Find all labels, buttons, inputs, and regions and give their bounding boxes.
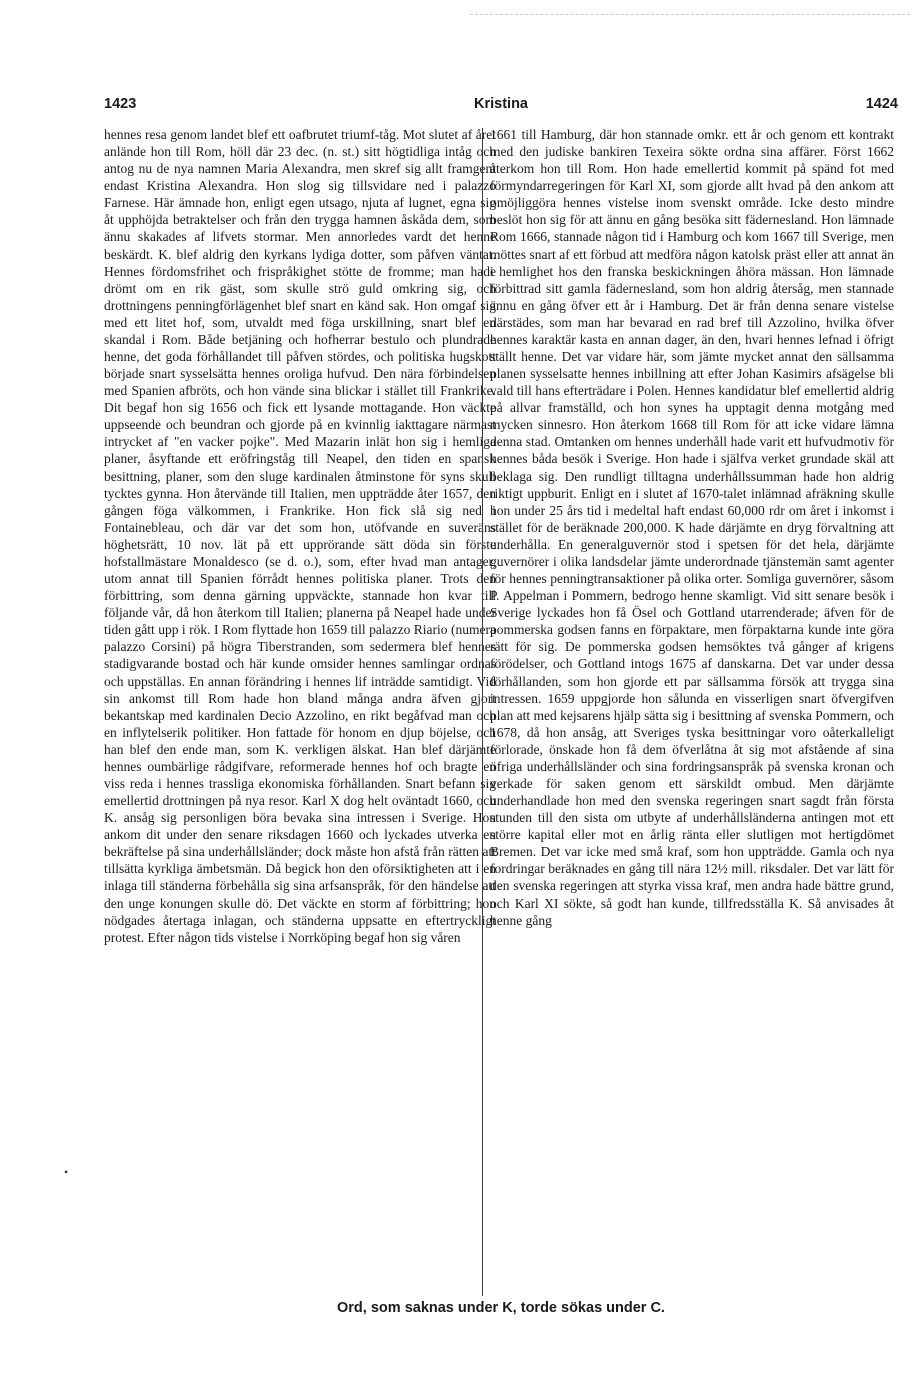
column-divider [482, 128, 483, 1296]
page-number-right: 1424 [865, 96, 898, 112]
page-title: Kristina [474, 96, 528, 112]
footer-note: Ord, som saknas under K, torde sökas under C. [337, 1300, 665, 1316]
margin-mark: • [64, 1165, 69, 1179]
text-column-left [104, 126, 496, 1298]
column-right-text: 1661 till Hamburg, där hon stannade omkr. ett år och genom ett kontrakt med den judiske bankiren Texeira sökte ordna sina affärer. Först 1662 återkom hon till Rom. Hon hade emellertid kommit på spänd fot med förmyndarregeringen för Karl XI, som gjorde allt hvad på den ankom att omöjliggöra hennes vistelse inom svenskt område. Icke desto mindre beslöt hon sig för att ännu en gång besöka sitt fädernesland. Hon lämnade Rom 1666, stannade någon tid i Hamburg och kom 1667 till Sverige, men möttes snart af ett förbud att medföra någon katolsk präst eller att annat än i hemlighet hos den franska beskickningen åhöra mässan. Hon lämnade förbittrad sitt gamla fädernesland, som hon aldrig återsåg, men stannade ännu en gång öfver ett år i Hamburg. Det är från denna senare vistelse därstädes, som man har bevarad en rad bref till Azzolino, hvilka öfver hennes karaktär kasta en annan dager, än den, hvari hennes lefnad i öfrigt ställt henne. Det var vidare här, som jämte mycket annat den sällsamma planen sysselsatte hennes inbillning att efter Johan Kasimirs afsägelse bli vald till hans efterträdare i Polen. Hennes kandidatur blef emellertid aldrig på allvar framställd, och hon synes ha upptagit denna motgång med mycken sinnesro. Hon återkom 1668 till Rom för att icke vidare lämna denna stad. Omtanken om hennes underhåll hade varit ett hufvudmotiv för hennes båda besök i Sverige. Hon hade i själfva verket grundade skäl att beklaga sig. Den rundligt tilltagna underhållssumman hade hon aldrig riktigt uppburit. Enligt en i slutet af 1670-talet inlämnad afräkning skulle hon under 25 års tid i medeltal haft endast 60,000 rdr om året i inkomst i stället för de beräknade 200,000. K hade därjämte en dryg förvaltning att underhålla. En generalguvernör stod i spetsen för det hela, därjämte guvernörer i olika landsdelar jämte underordnade tjänstemän samt agenter för hennes penningtransaktioner på olika orter. Somliga guvernörer, såsom P. Appelman i Pommern, bedrogo henne skamligt. Vid sitt senare besök i Sverige lyckades hon få Ösel och Gottland utarrenderade; äfven för de pommerska godsen fanns en förpaktare, men förpaktarna kunde inte göra rätt för sig. De pommerska godsen hemsöktes två gånger af krigens förödelser, och Gottland intogs 1675 af danskarna. Det var under dessa förhållanden, som hon gjorde ett par sällsamma försök att trygga sina intressen. 1659 uppgjorde hon sålunda en visserligen snart öfvergifven plan att med kejsarens hjälp sätta sig i besittning af svenska Pommern, och 1678, då hon ansåg, att Sveriges tyska besittningar voro oåterkalleligt förlorade, önskade hon få dem öfverlåtna åt sig mot afstående af sina öfriga underhållsländer och sina fordringsanspråk på svenska kronan och verkade för saken genom ett särskildt ombud. Men därjämte underhandlade hon med den svenska regeringen snart sagdt från första stunden till den sista om utbyte af underhållsländerna antingen mot ett större kapital eller mot en årlig ränta eller slutligen mot hertigdömet Bremen. Det var icke med små kraf, som hon uppträdde. Gamla och nya fordringar beräknades en gång till nära 12½ mill. riksdaler. Det var lätt för den svenska regeringen att styrka vissa kraf, men andra hade bättre grund, och Karl XI sökte, så godt han kunde, tillfredsställa K. Så anvisades åt henne gång [490, 127, 894, 928]
text-column-right [490, 126, 894, 1298]
page-number-left: 1423 [104, 96, 137, 112]
scan-top-rule [470, 14, 910, 15]
page-header [104, 96, 898, 116]
column-left-text: hennes resa genom landet blef ett oafbrutet triumf-tåg. Mot slutet af året anlände hon till Rom, höll där 23 dec. (n. st.) sitt högtidliga intåg och antog nu de nya namnen Maria Alexandra, men skref sig allt framgent endast Kristina Alexandra. Hon slog sig tillsvidare ned i palazzo Farnese. Här ämnade hon, enligt egen utsago, njuta af lugnet, egna sig åt upphöjda betraktelser och från den trygga hamnen åskåda dem, som ännu skakades af lifvets stormar. Men annorledes vardt det henne beskärdt. K. blef aldrig den kyrkans lydiga dotter, som påfven väntat. Hennes fördomsfrihet och frispråkighet stötte de fromme; man hade drömt om en rik gäst, som skulle strö guld omkring sig, och drottningens penningförlägenhet blef snart en känd sak. Hon omgaf sig med ett litet hof, som, utvaldt med föga urskillning, snart blef en skandal i Rom. Både betjäning och hofherrar bestulo och plundrade henne, det goda förhållandet till påfven stördes, och politiska hugskott började snart sysselsätta hennes oroliga hufvud. Den nära förbindelsen med Spanien afbröts, och hon vände sina blickar i stället till Frankrike. Dit begaf hon sig 1656 och fick ett lysande mottagande. Hon väckte uppseende och beundran och gjorde på en kvinnlig iakttagare närmast intrycket af "en vacker pojke". Med Mazarin inlät hon sig i hemliga planer, åsyftande ett eröfringståg till Neapel, den tiden en spansk besittning, planer, som den sluge kardinalen åtminstone för syns skull tycktes gynna. Hon återvände till Italien, men uppträdde åter 1657, den gången föga välkommen, i Frankrike. Hon fick slå sig ned i Fontainebleau, och där var det som hon, utöfvande en suveräns höghetsrätt, 10 nov. lät på ett upprörande sätt döda sin förste hofstallmästare Monaldesco (se d. o.), som, efter hvad man antager, utom annat till Spanien förrådt hennes politiska planer. Trots den förbittring, som denna gärning uppväckte, stannade hon kvar till följande vår, då hon återkom till Italien; planerna på Neapel hade under tiden gått upp i rök. I Rom flyttade hon 1659 till palazzo Riario (numera palazzo Corsini) på högra Tiberstranden, som sedermera blef hennes stadigvarande bostad och här kunde omsider hennes samlingar ordnas och uppställas. En annan förändring i hennes lif inträdde samtidigt. Vid sin ankomst till Rom hade hon bland många andra äfven gjort bekantskap med kardinalen Decio Azzolino, en rikt begåfvad man och en inflytelserik politiker. Hon fattade för honom en djup böjelse, och han blef den ende man, som K. verkligen älskat. Han blef därjämte hennes oumbärlige rådgifvare, reformerade hennes hof och bragte en viss reda i hennes trassliga ekonomiska förhållanden. Snart befann sig emellertid drottningen på nya resor. Karl X dog helt oväntadt 1660, och K. ansåg sig personligen böra bevaka sina intressen i Sverige. Hon ankom dit under den senare riksdagen 1660 och lyckades utverka en bekräftelse på sina underhållsländer; dock måste hon afstå från rätten att tillsätta kyrkliga ämbetsmän. Då begick hon den oförsiktigheten att i en inlaga till ständerna förbehålla sig sina arfsanspråk, för den händelse att den unge konungen skulle dö. Det väckte en storm af förbittring; hon nödgades återtaga inlagan, och ständerna uppsatte en eftertryckligt protest. Efter någon tids vistelse i Norrköping begaf hon sig våren [104, 127, 496, 945]
